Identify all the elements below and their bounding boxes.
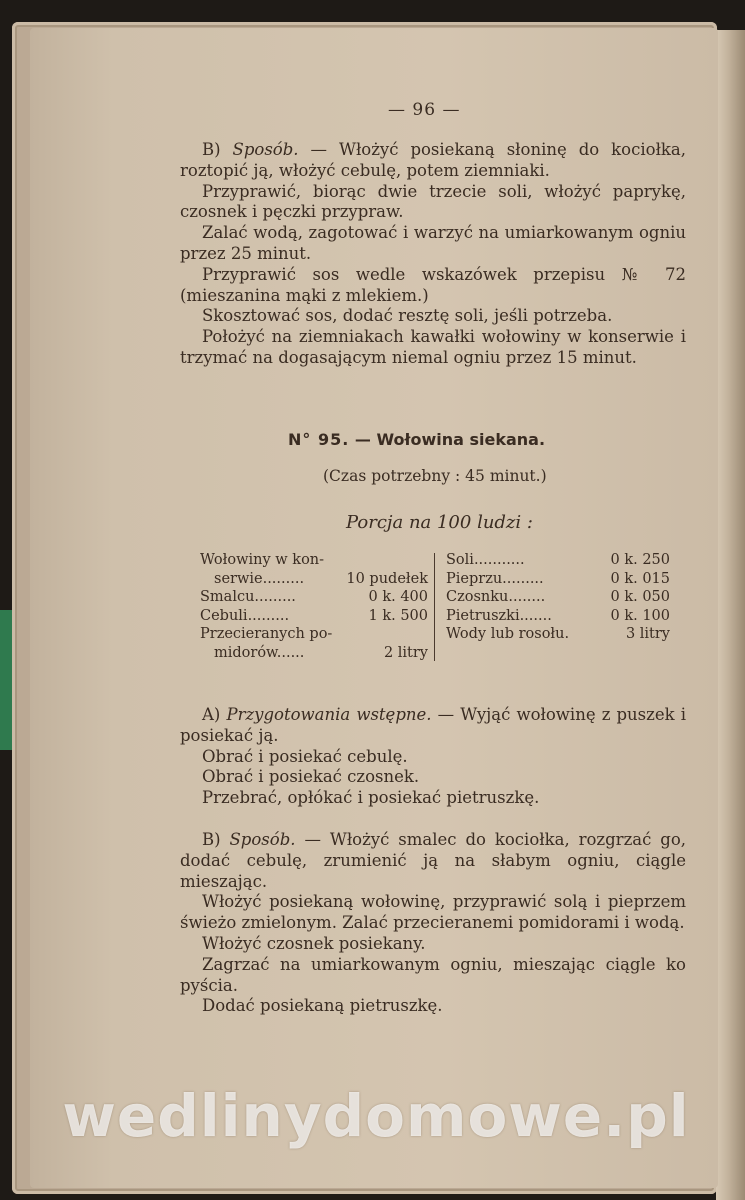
top-paragraph-3: Zalać wodą, zagotować i warzyć na umiarkowanym ogniu przez 25 minut. (180, 223, 686, 263)
ingredient-row: Pietruszki....... 0 k. 100 (446, 607, 670, 624)
section-a-intro: A) Przygotowania wstępne. — Wyjąć wołowinę z puszek i posiekać ją. (180, 705, 686, 745)
ingredient-row: Czosnku........ 0 k. 050 (446, 589, 670, 605)
top-paragraph-2: Przyprawić, biorąc dwie trzecie soli, włożyć paprykę, czosnek i pęczki przypraw. (180, 181, 686, 222)
ingredients-divider (434, 553, 435, 661)
section-a-line-2: Obrać i posiekać cebulę. (202, 746, 408, 766)
right-page-edge (716, 30, 745, 1200)
page-number: — 96 — (388, 100, 461, 120)
watermark: wedlinydomowe.pl (62, 1082, 690, 1150)
ingredient-row: Cebuli......... 1 k. 500 (200, 607, 428, 624)
ingredient-row: serwie......... 10 pudełek (214, 570, 428, 587)
ingredient-row: Przecieranych po- (200, 626, 333, 642)
section-a (180, 705, 686, 809)
recipe-time: (Czas potrzebny : 45 minut.) (323, 467, 547, 485)
top-section (180, 140, 686, 369)
top-paragraph-5: Skosztować sos, dodać resztę soli, jeśli potrzeba. (202, 306, 613, 326)
section-b-paragraph-2: Włożyć posiekaną wołowinę, przyprawić solą i pieprzem świeżo zmielonym. Zalać przecieranemi pomidorami i wodą. (180, 892, 686, 933)
section-b-paragraph-3: Włożyć czosnek posiekany. (202, 933, 426, 953)
top-paragraph-1: B) Sposób. — Włożyć posiekaną słoninę do kociołka, roztopić ją, włożyć cebulę, potem ziemniaki. (180, 140, 686, 180)
section-b-intro: B) Sposób. — Włożyć smalec do kociołka, rozgrzać go, dodać cebulę, zrumienić ją na słabym ogniu, ciągle mieszając. (180, 830, 687, 891)
ingredient-row: Smalcu......... 0 k. 400 (200, 589, 428, 605)
ingredients-left (200, 551, 428, 662)
ingredient-row: midorów...... 2 litry (214, 644, 428, 661)
recipe-heading: N° 95. — Wołowina siekana. (288, 430, 546, 449)
section-b-paragraph-5: Dodać posiekaną pietruszkę. (202, 996, 443, 1016)
ingredients-right (446, 551, 670, 644)
section-b (180, 830, 686, 1017)
ingredient-row: Soli........... 0 k. 250 (446, 552, 670, 568)
ingredient-row: Wody lub rosołu. 3 litry (446, 626, 670, 642)
section-a-line-4: Przebrać, opłókać i posiekać pietruszkę. (202, 788, 540, 808)
section-a-line-3: Obrać i posiekać czosnek. (202, 767, 420, 787)
top-paragraph-4: Przyprawić sos wedle wskazówek przepisu № 72 (mieszanina mąki z mlekiem.) (180, 264, 686, 305)
section-b-paragraph-4: Zagrzać na umiarkowanym ogniu, mieszając ciągle ko pyścia. (180, 954, 686, 995)
portion-heading: Porcja na 100 ludzi : (346, 512, 533, 533)
top-paragraph-6: Położyć na ziemniakach kawałki wołowiny w konserwie i trzymać na dogasającym niemal ogniu przez 15 minut. (180, 327, 686, 367)
ingredient-row: Wołowiny w kon- (200, 552, 325, 568)
ingredient-row: Pieprzu......... 0 k. 015 (446, 570, 670, 587)
